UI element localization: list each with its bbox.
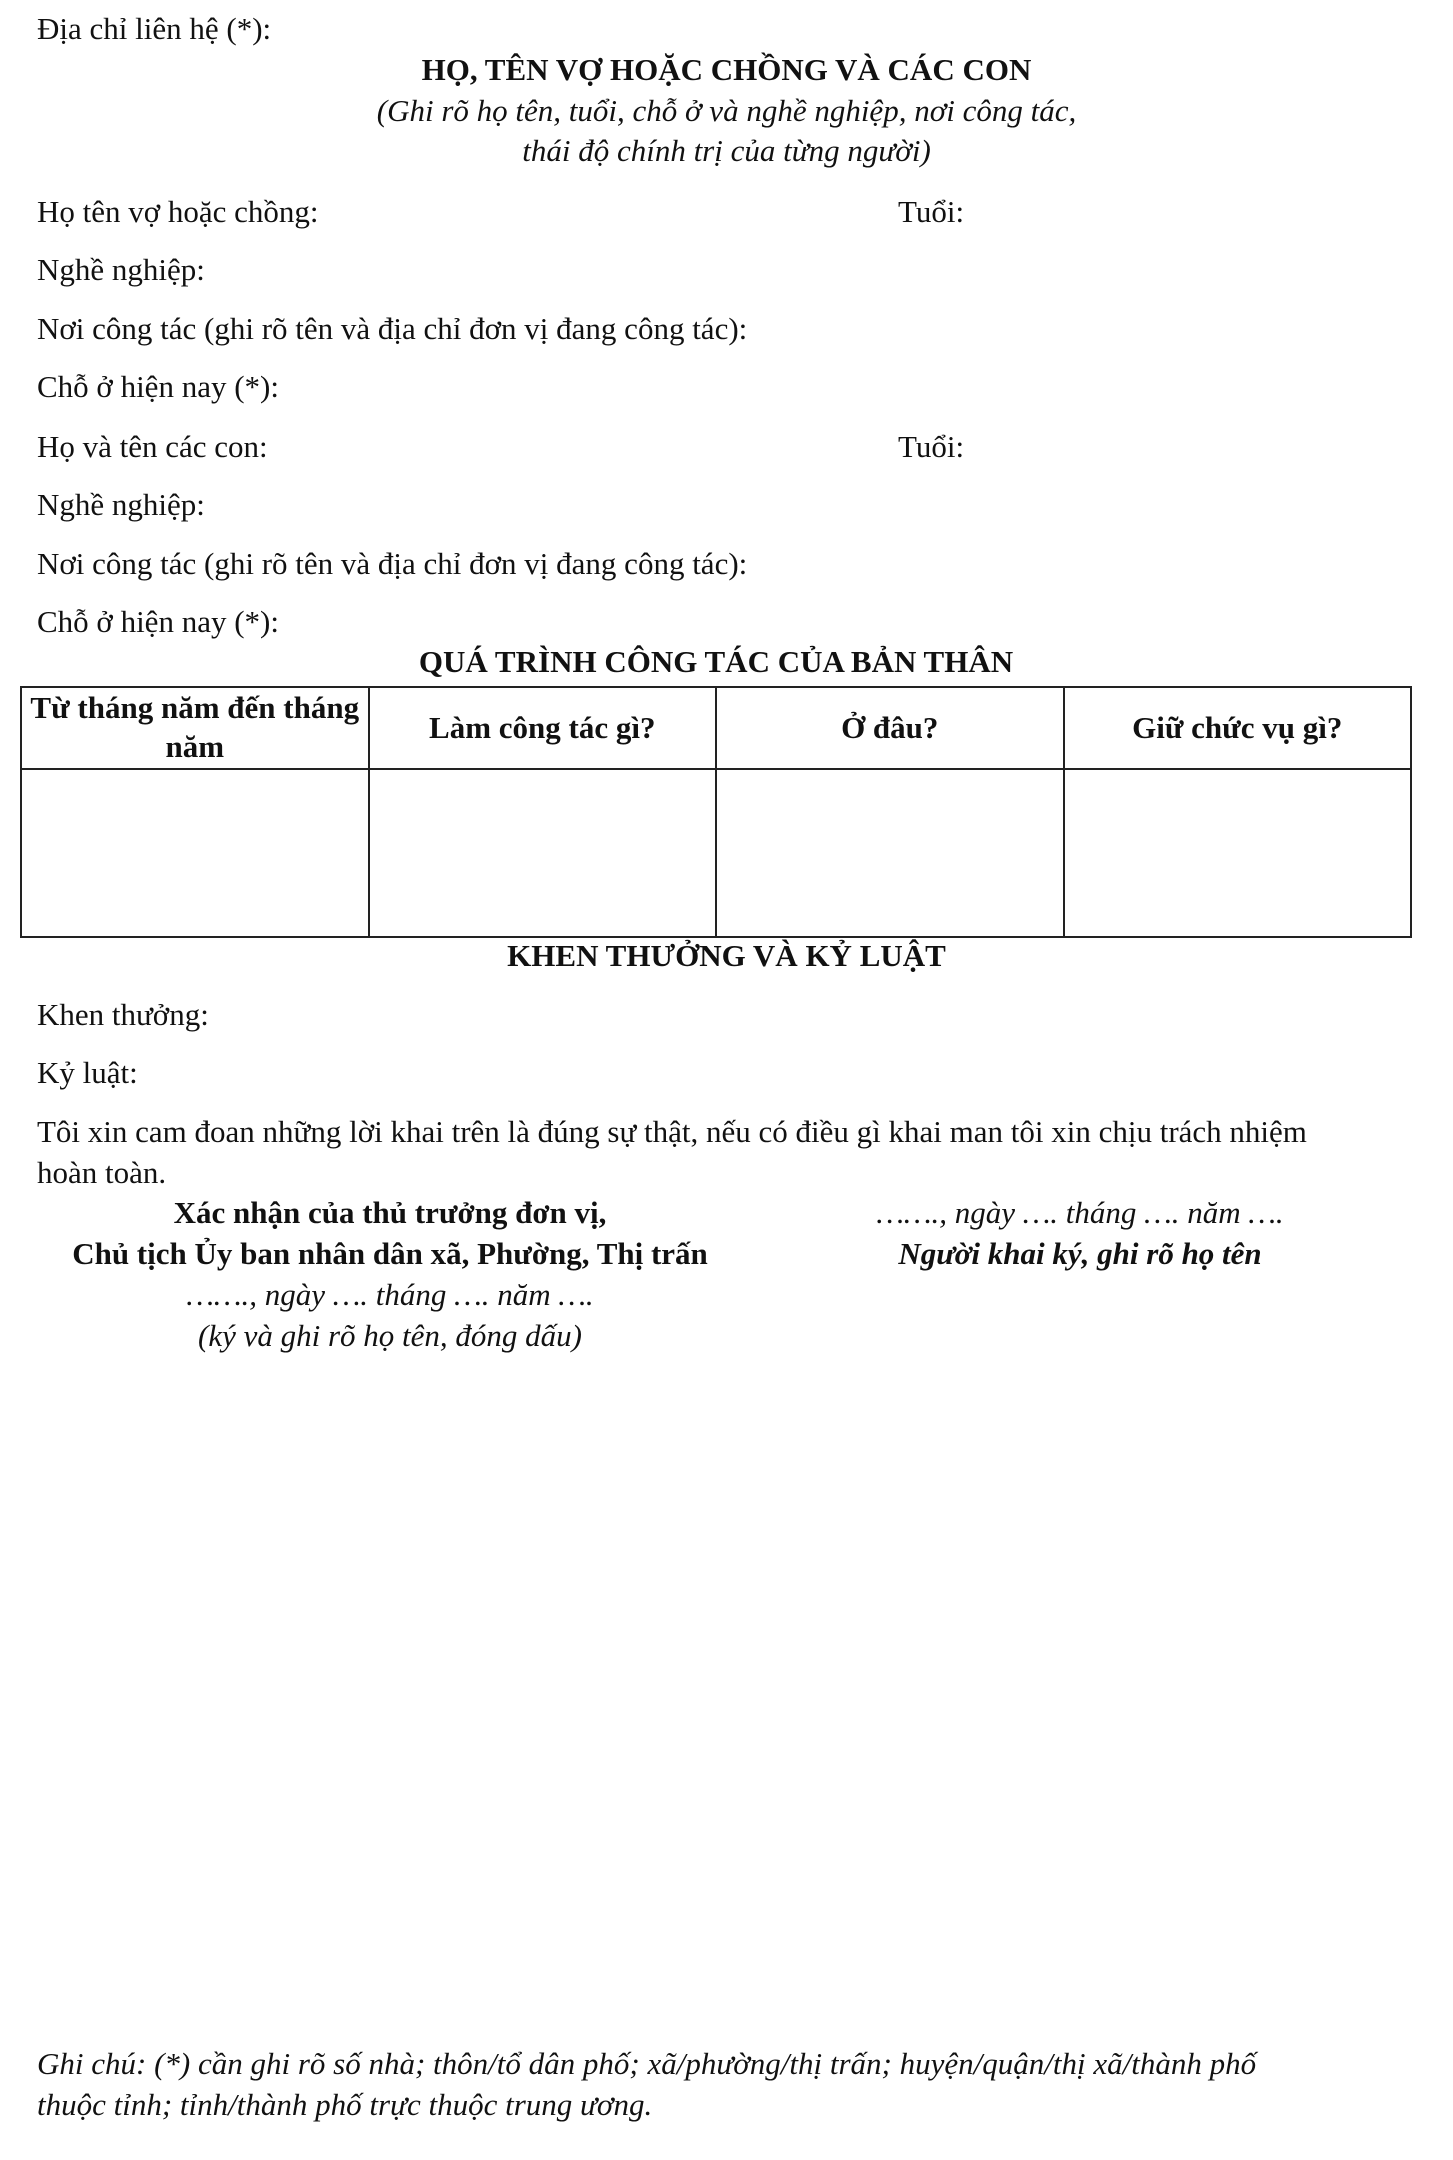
table-cell[interactable]: [1064, 769, 1412, 937]
rewards-heading: KHEN THƯỞNG VÀ KỶ LUẬT: [507, 938, 946, 973]
declarant-date: ……., ngày …. tháng …. năm ….: [876, 1195, 1284, 1230]
declaration-line2: hoàn toàn.: [37, 1155, 167, 1190]
family-note-line2: thái độ chính trị của từng người): [522, 133, 931, 168]
declaration-line1: Tôi xin cam đoan những lời khai trên là đúng sự thật, nếu có điều gì khai man tôi xin chịu trách nhiệm: [37, 1114, 1307, 1149]
family-heading: HỌ, TÊN VỢ HOẶC CHỒNG VÀ CÁC CON: [421, 52, 1032, 87]
work-history-table: [20, 686, 1412, 938]
confirmation-title-line1: Xác nhận của thủ trưởng đơn vị,: [173, 1195, 607, 1230]
contact-address-label: Địa chỉ liên hệ (*):: [37, 11, 272, 46]
children-occupation-label: Nghề nghiệp:: [37, 487, 205, 522]
column-header-job: Làm công tác gì?: [369, 687, 717, 769]
column-header-position: Giữ chức vụ gì?: [1064, 687, 1412, 769]
children-workplace-label: Nơi công tác (ghi rõ tên và địa chỉ đơn vị đang công tác):: [37, 546, 748, 581]
footnote-line2: thuộc tỉnh; tỉnh/thành phố trực thuộc trung ương.: [37, 2087, 653, 2122]
children-name-label: Họ và tên các con:: [37, 429, 268, 464]
children-residence-label: Chỗ ở hiện nay (*):: [37, 604, 279, 639]
children-age-label: Tuổi:: [898, 429, 965, 464]
spouse-residence-label: Chỗ ở hiện nay (*):: [37, 369, 279, 404]
table-header-row: [21, 687, 1411, 769]
column-header-period: Từ tháng năm đến tháng năm: [21, 687, 369, 769]
table-cell[interactable]: [21, 769, 369, 937]
reward-label: Khen thưởng:: [37, 997, 209, 1032]
footnote-line1: Ghi chú: (*) cần ghi rõ số nhà; thôn/tổ dân phố; xã/phường/thị trấn; huyện/quận/thị xã/thành phố: [37, 2046, 1257, 2081]
spouse-occupation-label: Nghề nghiệp:: [37, 252, 205, 287]
declarant-signature-block: [850, 1194, 1310, 1276]
spouse-name-label: Họ tên vợ hoặc chồng:: [37, 194, 319, 229]
confirmation-title-line2: Chủ tịch Ủy ban nhân dân xã, Phường, Thị trấn: [72, 1236, 708, 1271]
spouse-age-label: Tuổi:: [898, 194, 965, 229]
column-header-place: Ở đâu?: [716, 687, 1064, 769]
declarant-signature-label: Người khai ký, ghi rõ họ tên: [898, 1236, 1262, 1271]
spouse-workplace-label: Nơi công tác (ghi rõ tên và địa chỉ đơn vị đang công tác):: [37, 311, 748, 346]
confirmation-signature-block: [20, 1194, 760, 1358]
table-row: [21, 769, 1411, 937]
work-history-heading: QUÁ TRÌNH CÔNG TÁC CỦA BẢN THÂN: [418, 644, 1014, 679]
discipline-label: Kỷ luật:: [37, 1055, 138, 1090]
confirmation-date: ……., ngày …. tháng …. năm ….: [186, 1277, 594, 1312]
confirmation-note: (ký và ghi rõ họ tên, đóng dấu): [198, 1318, 582, 1353]
family-note-line1: (Ghi rõ họ tên, tuổi, chỗ ở và nghề nghiệp, nơi công tác,: [376, 93, 1077, 128]
table-cell[interactable]: [716, 769, 1064, 937]
table-cell[interactable]: [369, 769, 717, 937]
